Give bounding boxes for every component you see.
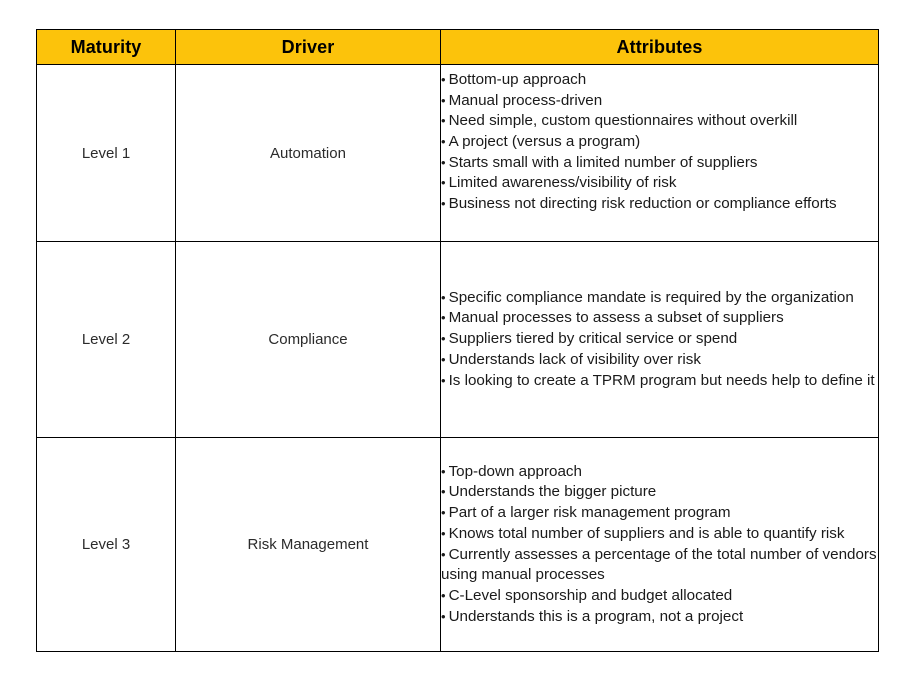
table-row — [37, 438, 879, 652]
attribute-bullet — [441, 586, 878, 607]
attribute-bullet — [441, 308, 878, 329]
table-header — [37, 30, 879, 65]
attribute-text: Specific compliance mandate is required by the organization — [448, 288, 854, 306]
maturity-model-table-container — [36, 29, 878, 650]
attribute-bullet — [441, 524, 878, 545]
column-header-maturity: Maturity — [37, 30, 176, 65]
bullet-icon: • — [441, 289, 446, 305]
attribute-text: Understands this is a program, not a project — [448, 607, 744, 625]
bullet-icon: • — [441, 134, 446, 150]
bullet-icon: • — [441, 608, 446, 624]
table-row — [37, 242, 879, 438]
attribute-bullet — [441, 111, 878, 132]
attribute-text: Starts small with a limited number of suppliers — [448, 153, 758, 171]
column-header-attributes: Attributes — [441, 30, 879, 65]
attribute-text: Part of a larger risk management program — [448, 504, 731, 522]
bullet-icon: • — [441, 310, 446, 326]
attribute-text: Bottom-up approach — [448, 71, 587, 88]
attribute-bullet — [441, 462, 878, 483]
cell-attributes — [441, 242, 879, 438]
attribute-text: Top-down approach — [448, 462, 582, 480]
cell-attributes — [441, 65, 879, 242]
attribute-bullet — [441, 607, 878, 628]
attribute-text: C-Level sponsorship and budget allocated — [448, 586, 733, 604]
cell-driver: Compliance — [176, 242, 441, 438]
attribute-text: Limited awareness/visibility of risk — [448, 174, 677, 192]
attribute-bullet — [441, 482, 878, 503]
maturity-model-table — [36, 29, 879, 652]
attribute-text: Manual processes to assess a subset of suppliers — [448, 309, 784, 327]
bullet-icon: • — [441, 175, 446, 191]
bullet-icon: • — [441, 484, 446, 500]
attribute-text: Suppliers tiered by critical service or spend — [448, 330, 738, 348]
attribute-text: Need simple, custom questionnaires without overkill — [448, 112, 798, 130]
attribute-bullet — [441, 503, 878, 524]
attribute-text: Understands lack of visibility over risk — [448, 350, 701, 368]
table-header-row — [37, 30, 879, 65]
attributes-list — [441, 288, 878, 391]
bullet-icon: • — [441, 505, 446, 521]
bullet-icon: • — [441, 525, 446, 541]
bullet-icon: • — [441, 351, 446, 367]
attribute-bullet — [441, 194, 878, 215]
attribute-bullet — [441, 288, 878, 309]
bullet-icon: • — [441, 72, 446, 87]
cell-maturity-level: Level 3 — [37, 438, 176, 652]
attribute-text: Currently assesses a percentage of the total number of vendors using manual processes — [441, 545, 877, 584]
attributes-list — [441, 70, 878, 215]
attribute-text: A project (versus a program) — [448, 133, 641, 151]
bullet-icon: • — [441, 113, 446, 129]
cell-maturity-level: Level 1 — [37, 65, 176, 242]
cell-maturity-level: Level 2 — [37, 242, 176, 438]
bullet-icon: • — [441, 331, 446, 347]
attribute-bullet — [441, 371, 878, 392]
attribute-bullet — [441, 132, 878, 153]
bullet-icon: • — [441, 154, 446, 170]
attribute-text: Is looking to create a TPRM program but needs help to define it — [448, 371, 875, 389]
attribute-text: Business not directing risk reduction or compliance efforts — [448, 195, 837, 213]
table-body — [37, 65, 879, 652]
bullet-icon: • — [441, 546, 446, 562]
attribute-bullet — [441, 545, 878, 586]
bullet-icon: • — [441, 196, 446, 212]
attribute-text: Knows total number of suppliers and is able to quantify risk — [448, 524, 845, 542]
bullet-icon: • — [441, 587, 446, 603]
attribute-text: Understands the bigger picture — [448, 483, 657, 501]
attribute-bullet — [441, 70, 878, 91]
attribute-text: Manual process-driven — [448, 91, 603, 109]
attribute-bullet — [441, 91, 878, 112]
bullet-icon: • — [441, 92, 446, 108]
table-row — [37, 65, 879, 242]
cell-driver: Risk Management — [176, 438, 441, 652]
column-header-driver: Driver — [176, 30, 441, 65]
bullet-icon: • — [441, 463, 446, 479]
attribute-bullet — [441, 153, 878, 174]
cell-attributes — [441, 438, 879, 652]
attribute-bullet — [441, 173, 878, 194]
bullet-icon: • — [441, 372, 446, 388]
attribute-bullet — [441, 329, 878, 350]
attributes-list — [441, 462, 878, 627]
cell-driver: Automation — [176, 65, 441, 242]
attribute-bullet — [441, 350, 878, 371]
